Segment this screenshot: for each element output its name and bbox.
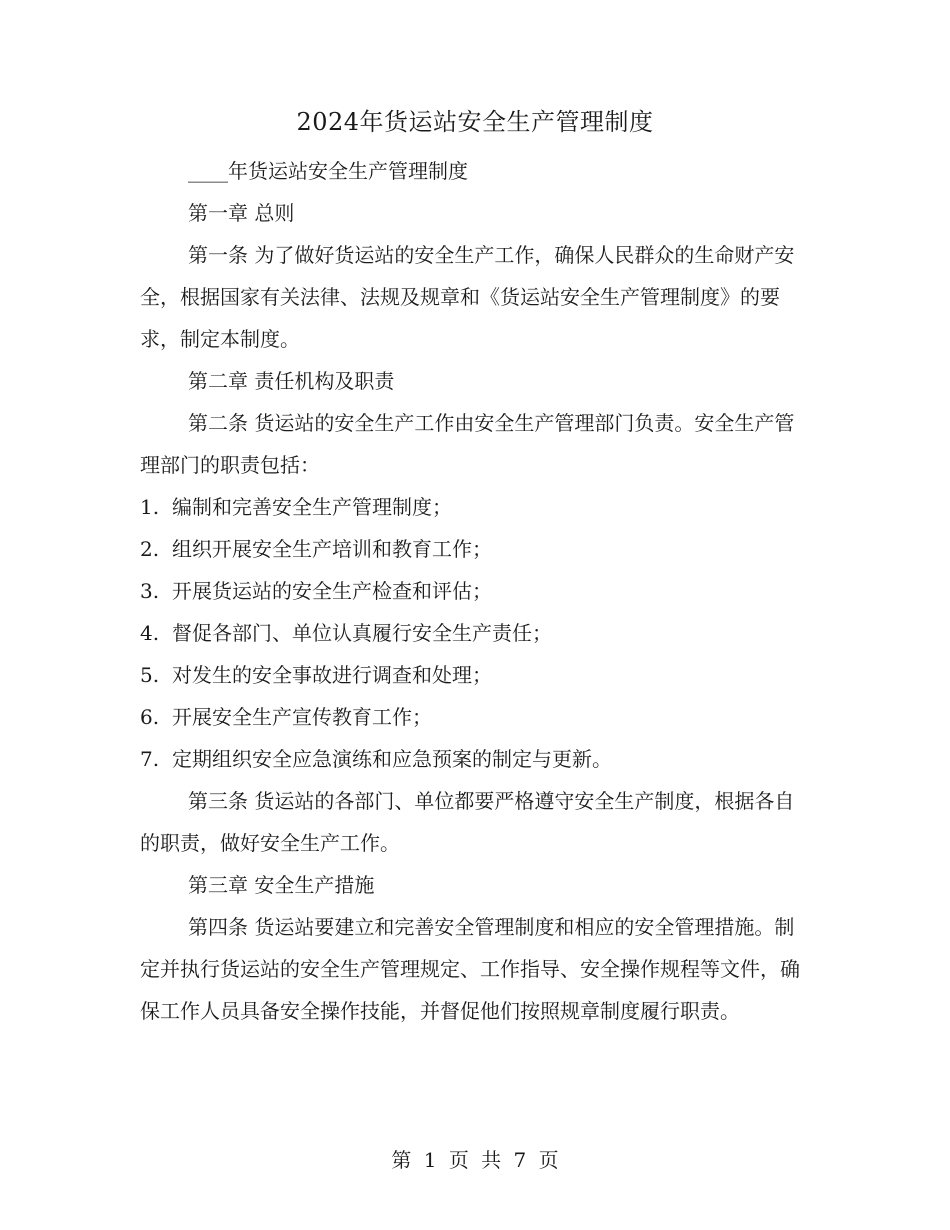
duty-text: 督促各部门、单位认真履行安全生产责任； — [172, 621, 552, 645]
duty-number: 1. — [140, 495, 160, 519]
article-2: 第二条 货运站的安全生产工作由安全生产管理部门负责。安全生产管理部门的职责包括： — [140, 411, 795, 477]
article-3: 第三条 货运站的各部门、单位都要严格遵守安全生产制度，根据各自的职责，做好安全生产工作。 — [140, 789, 795, 855]
duty-number: 7. — [140, 747, 160, 771]
duty-text: 组织开展安全生产培训和教育工作； — [172, 537, 492, 561]
duty-number: 2. — [140, 537, 160, 561]
duty-number: 3. — [140, 579, 160, 603]
document-body — [140, 150, 810, 1032]
duty-item-6 — [140, 696, 810, 738]
chapter-heading-2: 第二章 责任机构及职责 — [188, 369, 395, 393]
duty-text: 对发生的安全事故进行调查和处理； — [172, 663, 492, 687]
duty-item-2 — [140, 528, 810, 570]
duty-text: 编制和完善安全生产管理制度； — [172, 495, 452, 519]
duty-number: 6. — [140, 705, 160, 729]
duty-item-1 — [140, 486, 810, 528]
document-title: 2024年货运站安全生产管理制度 — [296, 108, 654, 136]
duty-text: 开展安全生产宣传教育工作； — [172, 705, 432, 729]
chapter-heading-3: 第三章 安全生产措施 — [188, 873, 375, 897]
document-subtitle: ____年货运站安全生产管理制度 — [188, 159, 468, 183]
duty-item-7 — [140, 738, 810, 780]
duty-item-5 — [140, 654, 810, 696]
duty-number: 4. — [140, 621, 160, 645]
chapter-heading-1: 第一章 总则 — [188, 201, 295, 225]
duty-number: 5. — [140, 663, 160, 687]
duty-text: 定期组织安全应急演练和应急预案的制定与更新。 — [172, 747, 612, 771]
duty-item-3 — [140, 570, 810, 612]
duty-text: 开展货运站的安全生产检查和评估； — [172, 579, 492, 603]
article-1: 第一条 为了做好货运站的安全生产工作，确保人民群众的生命财产安全，根据国家有关法律、法规及规章和《货运站安全生产管理制度》的要求，制定本制度。 — [140, 243, 795, 351]
duty-item-4 — [140, 612, 810, 654]
page-number-footer: 第 1 页 共 7 页 — [391, 1148, 559, 1172]
article-4: 第四条 货运站要建立和完善安全管理制度和相应的安全管理措施。制定并执行货运站的安全生产管理规定、工作指导、安全操作规程等文件，确保工作人员具备安全操作技能，并督促他们按照规章制度履行职责。 — [140, 915, 800, 1023]
